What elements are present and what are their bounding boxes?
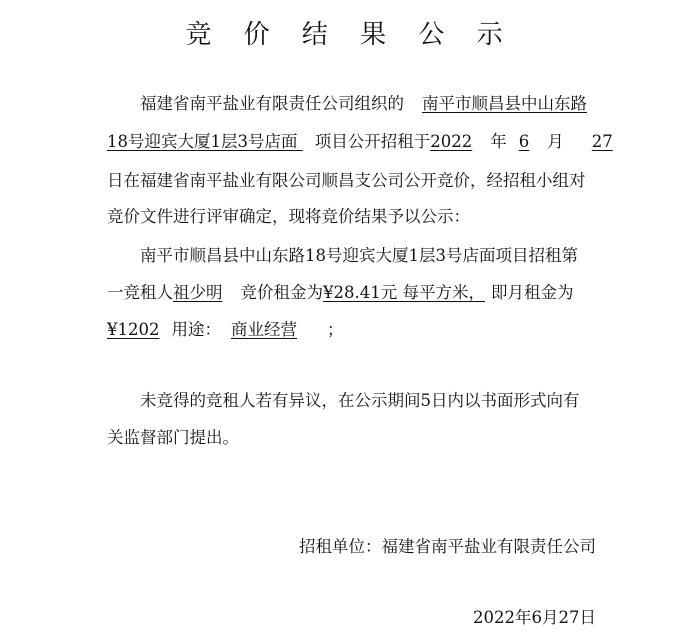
price-value: ¥28.41元 每平方米， bbox=[323, 283, 485, 302]
monthly-rent-label: 即月租金为 bbox=[490, 283, 574, 302]
para2-line3 bbox=[107, 318, 344, 342]
para2-line1: 南平市顺昌县中山东路18号迎宾大厦1层3号店面项目招租第 bbox=[140, 246, 578, 265]
para3-line2: 关监督部门提出。 bbox=[107, 428, 239, 447]
year-value: 2022 bbox=[430, 132, 473, 151]
lessor-name: 福建省南平盐业有限责任公司 bbox=[381, 537, 596, 556]
address-part1: 南平市顺昌县中山东路 bbox=[422, 94, 587, 113]
month-unit: 月 bbox=[547, 132, 564, 151]
para1-mid: 项目公开招租于 bbox=[314, 132, 431, 151]
day-value: 27 bbox=[591, 132, 613, 151]
winner-name: 祖少明 bbox=[173, 283, 223, 302]
notice-date: 2022年6月27日 bbox=[473, 608, 596, 627]
monthly-rent-value: ¥1202 bbox=[107, 320, 160, 339]
para1-prefix: 福建省南平盐业有限责任公司组织的 bbox=[140, 94, 404, 113]
year-unit: 年 bbox=[490, 132, 507, 151]
para1-line1 bbox=[140, 92, 587, 116]
lessor-unit bbox=[299, 535, 596, 559]
usage-value: 商业经营 bbox=[231, 320, 297, 339]
para1-line3: 日在福建省南平盐业有限公司顺昌支公司公开竞价，经招租小组对 bbox=[107, 171, 586, 190]
usage-end: ； bbox=[327, 320, 344, 339]
address-part2: 18号迎宾大厦1层3号店面 bbox=[107, 132, 298, 151]
lessor-label: 招租单位： bbox=[299, 537, 382, 556]
para1-line2 bbox=[107, 130, 613, 154]
price-label: 竞价租金为 bbox=[240, 283, 323, 302]
para2-line2 bbox=[107, 281, 573, 305]
bidder-label: 一竞租人 bbox=[107, 283, 173, 302]
usage-label: 用途： bbox=[171, 320, 221, 339]
para1-line4: 竞价文件进行评审确定，现将竞价结果予以公示： bbox=[107, 207, 470, 226]
para3-line1: 未竞得的竞租人若有异议，在公示期间5日内以书面形式向有 bbox=[140, 391, 580, 410]
page-title: 竞 价 结 果 公 示 bbox=[185, 20, 515, 50]
month-value: 6 bbox=[518, 132, 530, 151]
